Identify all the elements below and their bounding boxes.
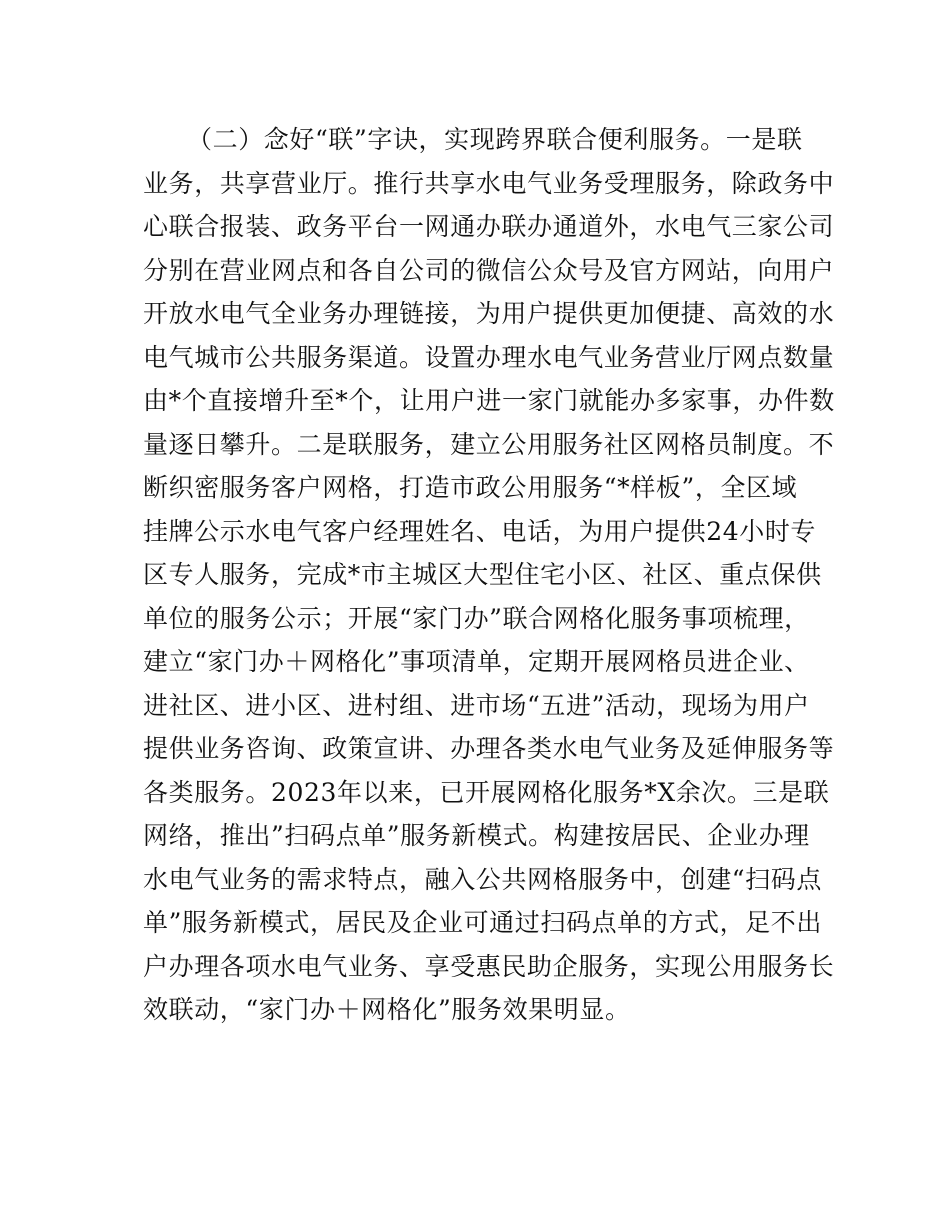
paragraph-line: 网络，推出”扫码点单”服务新模式。构建按居民、企业办理 (143, 821, 810, 850)
paragraph-line: 由*个直接增升至*个，让用户进一家门就能办多家事，办件数 (143, 386, 835, 415)
paragraph-line: 单”服务新模式，居民及企业可通过扫码点单的方式，足不出 (143, 908, 822, 937)
paragraph-line: 水电气业务的需求特点，融入公共网格服务中，创建“扫码点 (143, 864, 822, 894)
paragraph-line: 各类服务。2023年以来，已开展网格化服务*X余次。三是联 (143, 777, 830, 807)
paragraph-line: 量逐日攀升。二是联服务，建立公用服务社区网格员制度。不 (143, 429, 835, 459)
paragraph-line: 区专人服务，完成*市主城区大型住宅小区、社区、重点保供 (143, 560, 822, 589)
paragraph-line: 电气城市公共服务渠道。设置办理水电气业务营业厅网点数量 (143, 342, 835, 372)
paragraph-line: 心联合报装、政务平台一网通办联办通道外，水电气三家公司 (143, 212, 835, 241)
paragraph-line: 建立“家门办＋网格化”事项清单，定期开展网格员进企业、 (143, 647, 810, 676)
paragraph-line: （二）念好“联”字诀，实现跨界联合便利服务。一是联 (187, 125, 803, 154)
paragraph-line: 挂牌公示水电气客户经理姓名、电话，为用户提供24小时专 (143, 516, 817, 546)
paragraph-line: 分别在营业网点和各自公司的微信公众号及官方网站，向用户 (143, 255, 835, 285)
paragraph-line: 业务，共享营业厅。推行共享水电气业务受理服务，除政务中 (143, 168, 835, 198)
paragraph-line: 效联动，“家门办＋网格化”服务效果明显。 (143, 995, 631, 1024)
paragraph-line: 断织密服务客户网格，打造市政公用服务“*样板”，全区域 (143, 473, 798, 502)
paragraph-line: 单位的服务公示；开展“家门办”联合网格化服务事项梳理， (143, 603, 810, 633)
paragraph-line: 户办理各项水电气业务、享受惠民助企服务，实现公用服务长 (143, 951, 835, 981)
paragraph-line: 提供业务咨询、政策宣讲、办理各类水电气业务及延伸服务等 (143, 734, 835, 763)
paragraph-line: 进社区、进小区、进村组、进市场“五进”活动，现场为用户 (143, 690, 810, 720)
paragraph-line: 开放水电气全业务办理链接，为用户提供更加便捷、高效的水 (143, 299, 835, 328)
body-paragraph (143, 118, 835, 1032)
